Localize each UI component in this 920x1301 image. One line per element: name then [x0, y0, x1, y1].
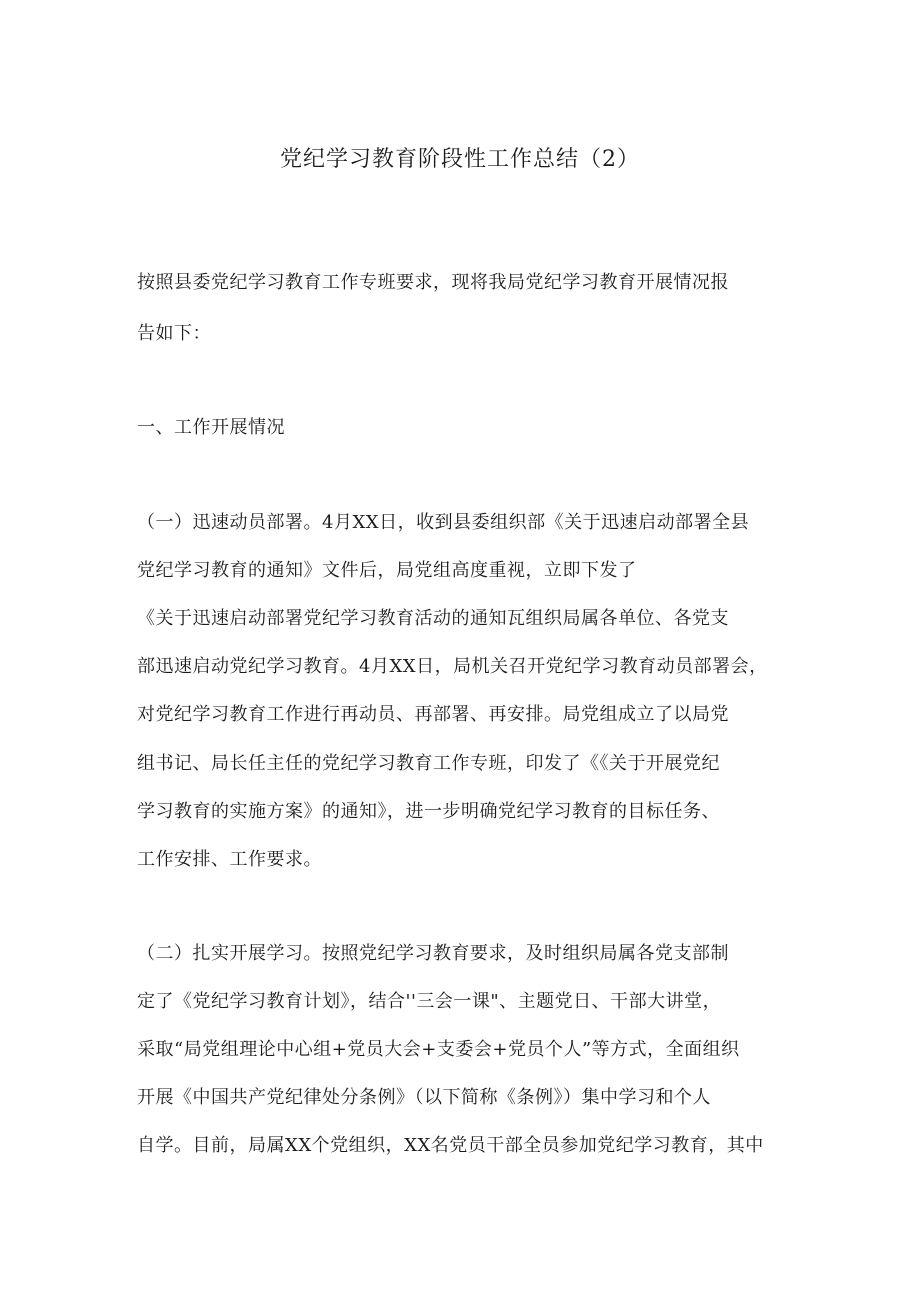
paragraph-line: 采取“局党组理论中心组+党员大会+支委会+党员个人”等方式，全面组织	[137, 1039, 740, 1060]
paragraph-line: （二）扎实开展学习。按照党纪学习教育要求，及时组织局属各党支部制	[137, 943, 729, 964]
paragraph-line: 《关于迅速启动部署党纪学习教育活动的通知瓦组织局属各单位、各党支	[137, 608, 729, 629]
paragraph-line: 工作安排、工作要求。	[137, 849, 322, 870]
paragraph-line: 开展《中国共产党纪律处分条例》（以下简称《条例》）集中学习和个人	[137, 1087, 711, 1108]
paragraph-line: 部迅速启动党纪学习教育。4月XX日，局机关召开党纪学习教育动员部署会，	[137, 656, 768, 677]
intro-line: 告如下：	[137, 323, 211, 344]
document-title: 党纪学习教育阶段性工作总结（2）	[280, 147, 640, 172]
paragraph-line: （一）迅速动员部署。4月XX日，收到县委组织部《关于迅速启动部署全县	[137, 512, 750, 533]
intro-line: 按照县委党纪学习教育工作专班要求，现将我局党纪学习教育开展情况报	[137, 272, 729, 293]
paragraph-line: 自学。目前，局属XX个党组织，XX名党员干部全员参加党纪学习教育，其中	[137, 1135, 764, 1156]
paragraph-line: 学习教育的实施方案》的通知》，进一步明确党纪学习教育的目标任务、	[137, 801, 720, 822]
paragraph-line: 组书记、局长任主任的党纪学习教育工作专班，印发了《《关于开展党纪	[137, 753, 720, 774]
paragraph-line: 党纪学习教育的通知》文件后，局党组高度重视，立即下发了	[137, 560, 637, 581]
paragraph-line: 对党纪学习教育工作进行再动员、再部署、再安排。局党组成立了以局党	[137, 704, 729, 725]
paragraph-line: 定了《党纪学习教育计划》，结合''三会一课"、主题党日、干部大讲堂，	[137, 991, 722, 1012]
section-heading: 一、工作开展情况	[137, 417, 285, 438]
